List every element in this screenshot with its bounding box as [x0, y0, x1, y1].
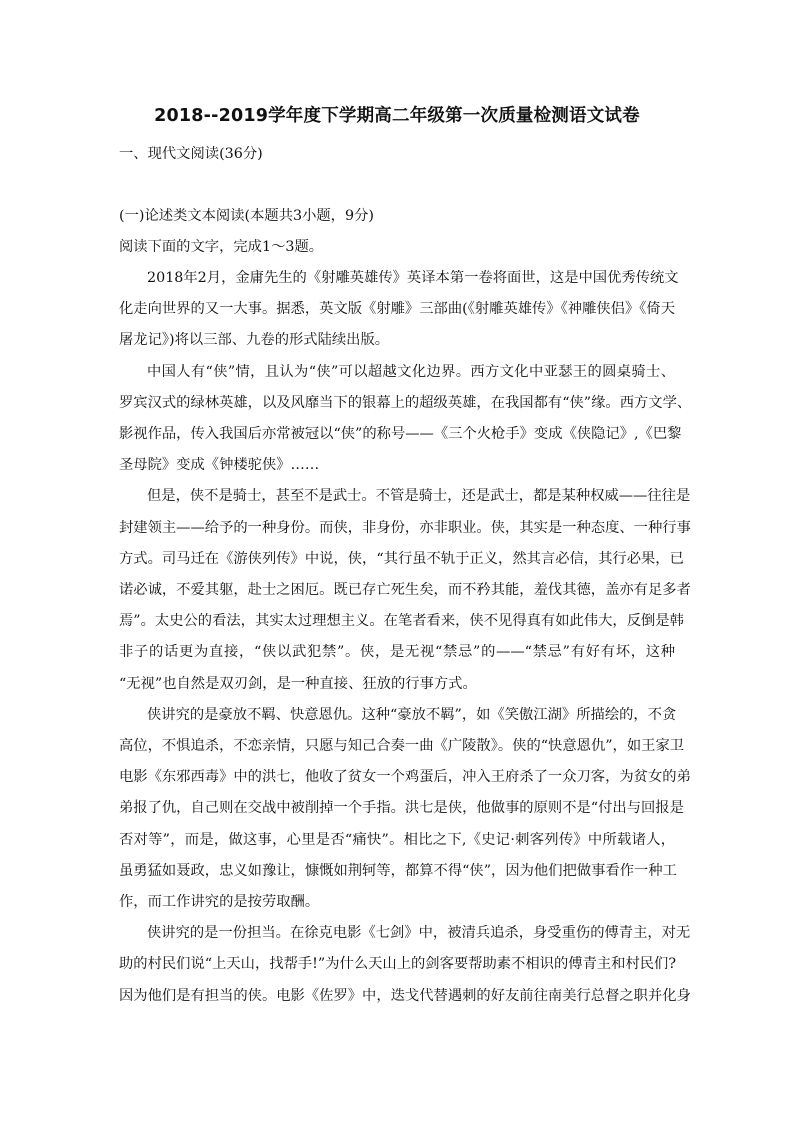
paragraph-line: 虽勇猛如聂政，忠义如豫让，慷慨如荆轲等，都算不得“侠”，因为他们把做事看作一种工	[119, 863, 677, 879]
reading-instruction: 阅读下面的文字，完成1～3题。	[119, 239, 324, 255]
paragraph-line: 作，而工作讲究的是按劳取酬。	[119, 894, 320, 910]
paragraph-line: “无视”也自然是双刃剑，是一种直接、狂放的行事方式。	[119, 676, 477, 692]
paragraph-line: 方式。司马迁在《游侠列传》中说，侠，“其行虽不轨于正义，然其言必信，其行必果，已	[119, 551, 684, 567]
paragraph-line: 但是，侠不是骑士，甚至不是武士。不管是骑士，还是武士，都是某种权威——往往是	[147, 488, 691, 504]
paragraph-line: 中国人有“侠”情，且认为“侠”可以超越文化边界。西方文化中亚瑟王的圆桌骑士、	[147, 364, 675, 380]
paragraph-line: 封建领主——给予的一种身份。而侠，非身份，亦非职业。侠，其实是一种态度、一种行事	[119, 520, 691, 536]
paragraph-line: 罗宾汉式的绿林英雄，以及风靡当下的银幕上的超级英雄，在我国都有“侠”缘。西方文学、	[119, 395, 692, 411]
paragraph-line: 屠龙记》)将以三部、九卷的形式陆续出版。	[119, 332, 390, 348]
paragraph-line: 诺必诚，不爱其躯，赴士之困厄。既已存亡死生矣，而不矜其能，羞伐其德，盖亦有足多者	[119, 582, 691, 598]
paragraph-line: 影视作品，传入我国后亦常被冠以“侠”的称号——《三个火枪手》变成《侠隐记》,《巴黎	[119, 426, 682, 442]
paragraph-line: 助的村民们说“上天山，找帮手!”为什么天山上的剑客要帮助素不相识的傅青主和村民们?	[119, 956, 677, 972]
paragraph-line: 焉”。太史公的看法，其实太过理想主义。在笔者看来，侠不见得真有如此伟大，反倒是韩	[119, 613, 684, 629]
paragraph-line: 圣母院》变成《钟楼驼侠》……	[119, 457, 320, 473]
paragraph-line: 非子的话更为直接，“侠以武犯禁”。侠，是无视“禁忌”的——“禁忌”有好有坏，这种	[119, 644, 675, 660]
exam-title: 2018--2019学年度下学期高二年级第一次质量检测语文试卷	[154, 106, 640, 126]
paragraph-line: 高位，不惧追杀，不恋亲情，只愿与知己合奏一曲《广陵散》。侠的“快意恩仇”，如王家卫	[119, 738, 685, 754]
paragraph-line: 2018年2月，金庸先生的《射雕英雄传》英译本第一卷将面世，这是中国优秀传统文	[147, 270, 679, 286]
paragraph-line: 弟报了仇，自己则在交战中被削掉一个手指。洪七是侠，他做事的原则不是“付出与回报是	[119, 800, 684, 816]
paragraph-line: 侠讲究的是豪放不羁、快意恩仇。这种“豪放不羁”，如《笑傲江湖》所描绘的，不贪	[147, 707, 677, 723]
paragraph-line: 因为他们是有担当的侠。电影《佐罗》中，迭戈代替遇刺的好友前往南美行总督之职并化身	[119, 988, 691, 1004]
section-heading: 一、现代文阅读(36分)	[119, 146, 263, 162]
subsection-heading: (一)论述类文本阅读(本题共3小题，9分)	[119, 208, 374, 224]
paragraph-line: 侠讲究的是一份担当。在徐克电影《七剑》中，被清兵追杀，身受重伤的傅青主，对无	[147, 925, 691, 941]
paragraph-line: 否对等”，而是，做这事，心里是否“痛快”。相比之下,《史记·刺客列传》中所载诸人，	[119, 832, 675, 848]
paragraph-line: 化走向世界的又一大事。据悉，英文版《射雕》三部曲(《射雕英雄传》《神雕侠侣》《倚天	[119, 301, 675, 317]
paragraph-line: 电影《东邪西毒》中的洪七，他收了贫女一个鸡蛋后，冲入王府杀了一众刀客，为贫女的弟	[119, 769, 691, 785]
